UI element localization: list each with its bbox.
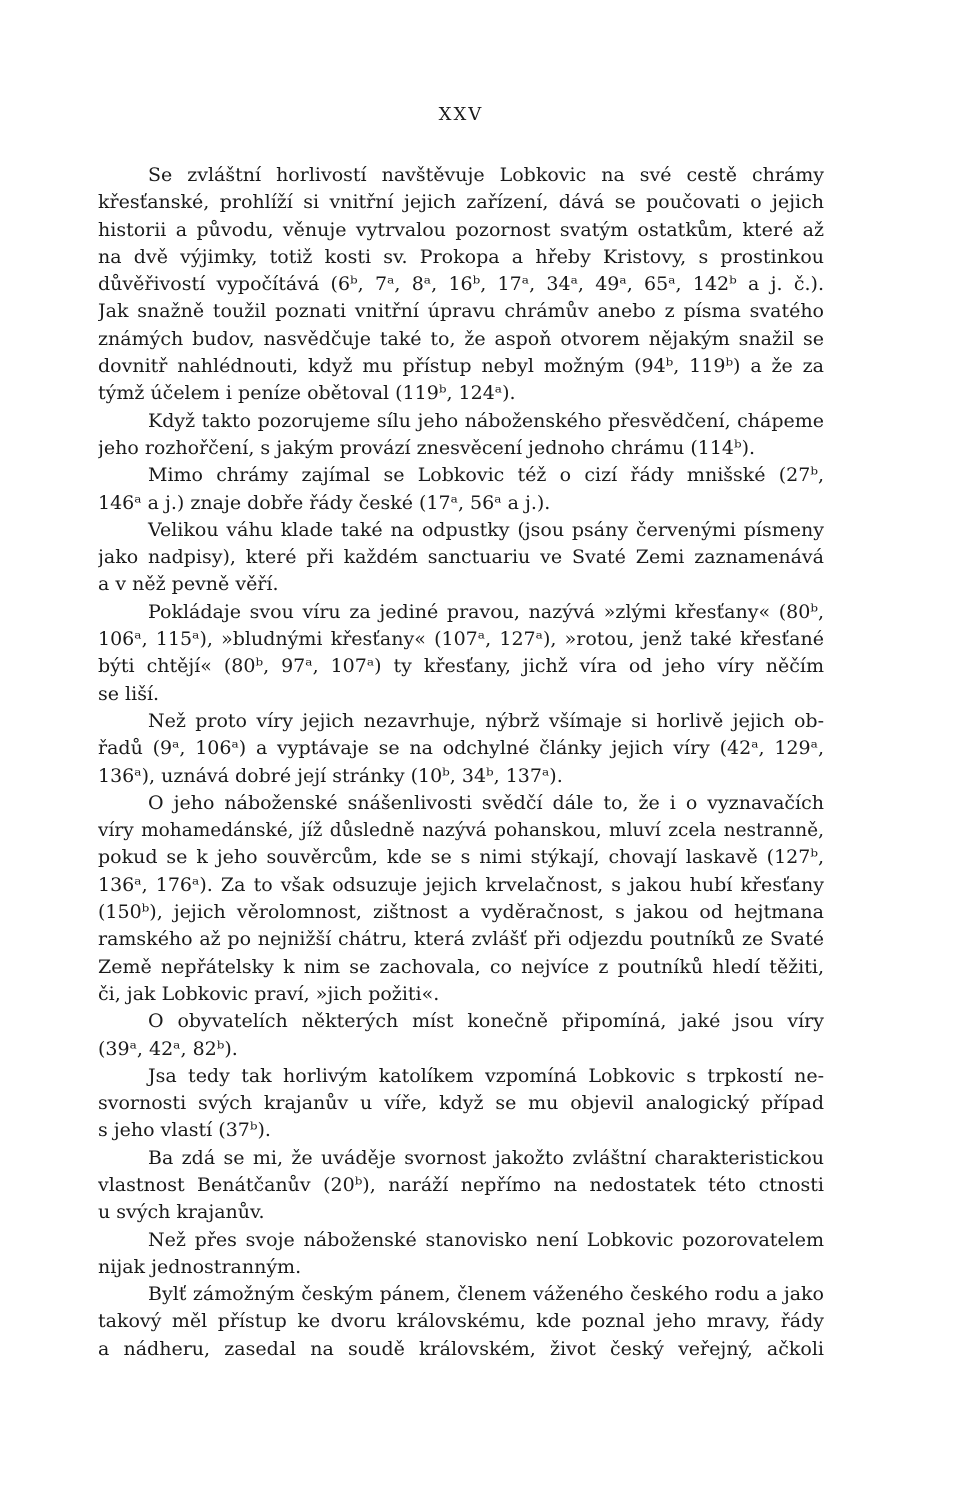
text-line: na dvě výjimky, totiž kosti sv. Prokopa a hřeby Kristovy, s prostinkou: [98, 245, 824, 268]
text-line: nijak jednostranným.: [98, 1255, 302, 1278]
text-line: důvěřivostí vypočítává (6ᵇ, 7ᵃ, 8ᵃ, 16ᵇ, 17ᵃ, 34ᵃ, 49ᵃ, 65ᵃ, 142ᵇ a j. č.).: [98, 273, 824, 296]
text-line: 136ᵃ), uznává dobré její stránky (10ᵇ, 34ᵇ, 137ᵃ).: [98, 764, 563, 787]
text-line: (39ᵃ, 42ᵃ, 82ᵇ).: [98, 1037, 238, 1060]
text-line: 106ᵃ, 115ᵃ), »bludnými křesťany« (107ᵃ, 127ᵃ), »rotou, jenž také křesťané: [98, 628, 824, 651]
text-line: pokud se k jeho souvěrcům, kde se s nimi stýkají, chovají laskavě (127ᵇ,: [98, 846, 824, 869]
text-line: (150ᵇ), jejich věrolomnost, zištnost a vyděračnost, s jakou od hejtmana: [98, 901, 824, 924]
text-line: jeho rozhořčení, s jakým provází znesvěcení jednoho chrámu (114ᵇ).: [98, 436, 756, 459]
text-line: řadů (9ᵃ, 106ᵃ) a vyptávaje se na odchylné články jejich víry (42ᵃ, 129ᵃ,: [98, 737, 824, 760]
text-line: známých budov, nasvědčuje také to, že aspoň otvorem nějakým snažil se: [98, 327, 824, 350]
text-line: a nádheru, zasedal na soudě královském, život český veřejný, ačkoli: [98, 1337, 824, 1360]
text-line: svornosti svých krajanův u víře, když se mu objevil analogický případ: [98, 1092, 824, 1115]
page-number: XXV: [438, 104, 484, 125]
text-line: jako nadpisy), které při každém sanctuariu ve Svaté Zemi zaznamenává: [98, 546, 824, 569]
text-line: Pokládaje svou víru za jediné pravou, nazývá »zlými křesťany« (80ᵇ,: [148, 600, 824, 623]
text-line: křesťanské, prohlíží si vnitřní jejich zařízení, dává se poučovati o jejich: [98, 191, 824, 214]
text-line: s jeho vlastí (37ᵇ).: [98, 1119, 271, 1142]
text-line: Jsa tedy tak horlivým katolíkem vzpomíná Lobkovic s trpkostí ne-: [148, 1064, 824, 1087]
text-line: u svých krajanův.: [98, 1201, 265, 1224]
text-line: Když takto pozorujeme sílu jeho náboženského přesvědčení, chápeme: [148, 409, 824, 432]
text-line: O jeho náboženské snášenlivosti svědčí dále to, že i o vyznavačích: [148, 791, 824, 814]
text-line: 146ᵃ a j.) znaje dobře řády české (17ᵃ, 56ᵃ a j.).: [98, 491, 551, 514]
text-line: víry mohamedánské, jíž důsledně nazývá pohanskou, mluví zcela nestranně,: [98, 820, 824, 842]
text-line: dovnitř nahlédnouti, když mu přístup nebyl možným (94ᵇ, 119ᵇ) a že za: [98, 355, 824, 378]
text-line: se liší.: [98, 682, 160, 705]
text-line: Než proto víry jejich nezavrhuje, nýbrž všímaje si horlivě jejich ob-: [148, 709, 824, 732]
text-line: Země nepřátelsky k nim se zachovala, co nejvíce z poutníků hledí těžiti,: [98, 955, 824, 978]
text-line: 136ᵃ, 176ᵃ). Za to však odsuzuje jejich krvelačnost, s jakou hubí křesťany: [98, 873, 824, 896]
text-line: vlastnost Benátčanův (20ᵇ), naráží nepřímo na nedostatek této ctnosti: [98, 1173, 824, 1196]
text-line: a v něž pevně věří.: [98, 573, 279, 596]
text-line: Velikou váhu klade také na odpustky (jsou psány červenými písmeny: [148, 518, 824, 541]
text-line: týmž účelem i peníze obětoval (119ᵇ, 124ᵃ).: [98, 382, 516, 405]
text-line: Se zvláštní horlivostí navštěvuje Lobkovic na své cestě chrámy: [148, 164, 824, 186]
text-line: historii a původu, věnuje vytrvalou pozornost svatým ostatkům, které až: [98, 218, 824, 241]
text-line: Jak snažně toužil poznati vnitřní úpravu chrámův anebo z písma svatého: [98, 300, 824, 323]
text-line: býti chtějí« (80ᵇ, 97ᵃ, 107ᵃ) ty křesťany, jichž víra od jeho víry něčím: [98, 655, 824, 678]
text-line: O obyvatelích některých míst konečně připomíná, jaké jsou víry: [148, 1010, 824, 1033]
text-line: Mimo chrámy zajímal se Lobkovic též o cizí řády mnišské (27ᵇ,: [148, 464, 824, 487]
text-line: ramského až po nejnižší chátru, která zvlášť při odjezdu poutníků ze Svaté: [98, 928, 824, 951]
text-line: či, jak Lobkovic praví, »jich požiti«.: [98, 982, 440, 1005]
body-text: [98, 162, 824, 1363]
text-line: takový měl přístup ke dvoru královskému, kde poznal jeho mravy, řády: [98, 1310, 824, 1333]
text-line: Než přes svoje náboženské stanovisko není Lobkovic pozorovatelem: [148, 1228, 824, 1251]
text-line: Ba zdá se mi, že uváděje svornost jakožto zvláštní charakteristickou: [148, 1146, 824, 1169]
text-line: Bylť zámožným českým pánem, členem váženého českého rodu a jako: [148, 1283, 824, 1306]
